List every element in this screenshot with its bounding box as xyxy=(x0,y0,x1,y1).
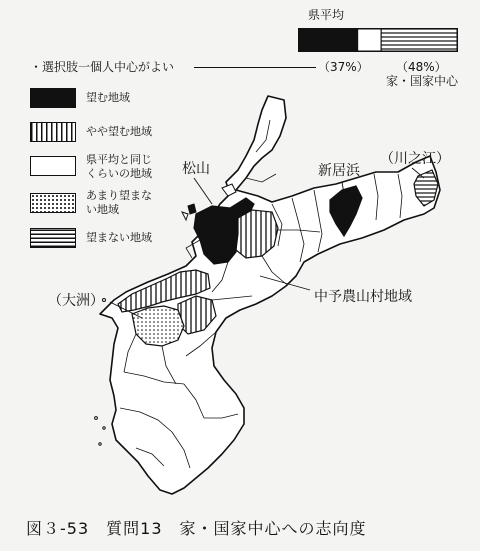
label-chuyo-rural: 中予農山村地域 xyxy=(314,289,412,305)
legend-label: あまり望まない地域 xyxy=(86,189,152,216)
bar-title: 県平均 xyxy=(308,8,345,22)
bar-left-percent: （37%） xyxy=(318,60,369,74)
bar-note: ・選択肢一個人中心がよい xyxy=(30,60,175,74)
legend-label: 望まない地域 xyxy=(86,231,152,244)
label-niihama: 新居浜 xyxy=(318,163,360,179)
label-ozu: （大洲） xyxy=(48,293,104,309)
label-kawanoe: （川之江） xyxy=(380,151,450,167)
bar-right-percent: （48%） xyxy=(396,60,447,74)
legend-label: 望む地域 xyxy=(86,91,130,104)
legend-label: 県平均と同じくらいの地域 xyxy=(86,153,152,180)
label-matsuyama: 松山 xyxy=(182,161,210,177)
legend-label: やや望む地域 xyxy=(86,125,152,138)
figure-caption: 図３-53 質問13 家・国家中心への志向度 xyxy=(26,519,367,538)
bar-right-label: 家・国家中心 xyxy=(386,74,459,88)
